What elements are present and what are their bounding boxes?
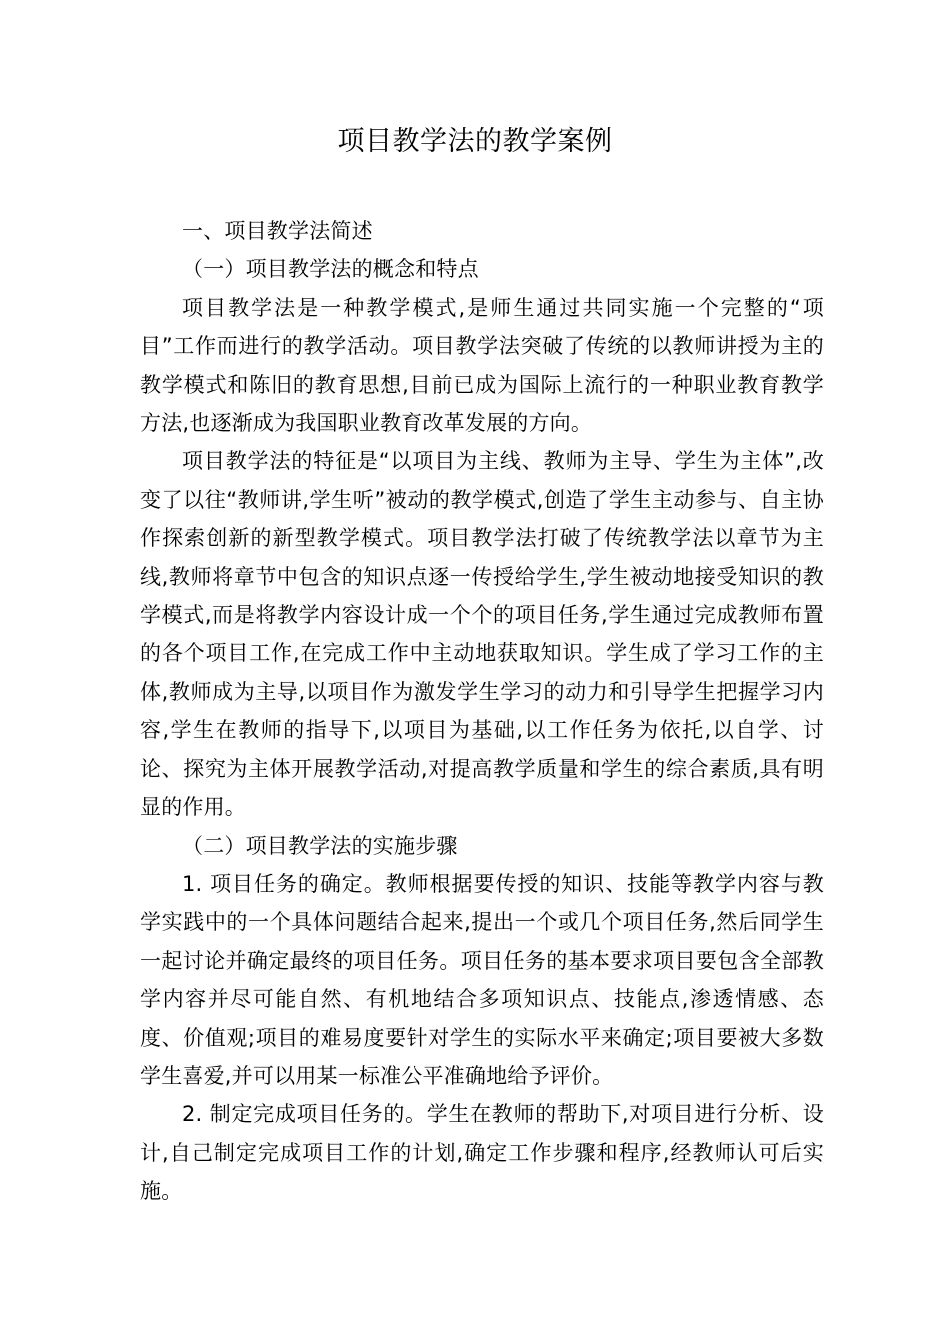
subsection-heading: （一）项目教学法的概念和特点 [182, 257, 479, 282]
document-body [140, 212, 824, 1211]
document-title: 项目教学法的教学案例 [337, 126, 613, 157]
paragraph: 2. 制定完成项目任务的。学生在教师的帮助下,对项目进行分析、设计,自己制定完成项目工作的计划,确定工作步骤和程序,经教师认可后实施。 [140, 1102, 824, 1204]
paragraph: 1. 项目任务的确定。教师根据要传授的知识、技能等教学内容与教学实践中的一个具体问题结合起来,提出一个或几个项目任务,然后同学生一起讨论并确定最终的项目任务。项目任务的基本要求项目要包含全部教学内容并尽可能自然、有机地结合多项知识点、技能点,渗透情感、态度、价值观;项目的难易度要针对学生的实际水平来确定;项目要被大多数学生喜爱,并可以用某一标准公平准确地给予评价。 [140, 871, 824, 1088]
paragraph: 项目教学法是一种教学模式,是师生通过共同实施一个完整的“项目”工作而进行的教学活动。项目教学法突破了传统的以教师讲授为主的教学模式和陈旧的教育思想,目前已成为国际上流行的一种职业教育教学方法,也逐渐成为我国职业教育改革发展的方向。 [140, 295, 824, 436]
subsection-heading: （二）项目教学法的实施步骤 [182, 833, 458, 858]
section-heading: 一、项目教学法简述 [182, 219, 373, 243]
paragraph: 项目教学法的特征是“以项目为主线、教师为主导、学生为主体”,改变了以往“教师讲,学生听”被动的教学模式,创造了学生主动参与、自主协作探索创新的新型教学模式。项目教学法打破了传统教学法以章节为主线,教师将章节中包含的知识点逐一传授给学生,学生被动地接受知识的教学模式,而是将教学内容设计成一个个的项目任务,学生通过完成教师布置的各个项目工作,在完成工作中主动地获取知识。学生成了学习工作的主体,教师成为主导,以项目作为激发学生学习的动力和引导学生把握学习内容,学生在教师的指导下,以项目为基础,以工作任务为依托,以自学、讨论、探究为主体开展教学活动,对提高教学质量和学生的综合素质,具有明显的作用。 [140, 449, 824, 820]
